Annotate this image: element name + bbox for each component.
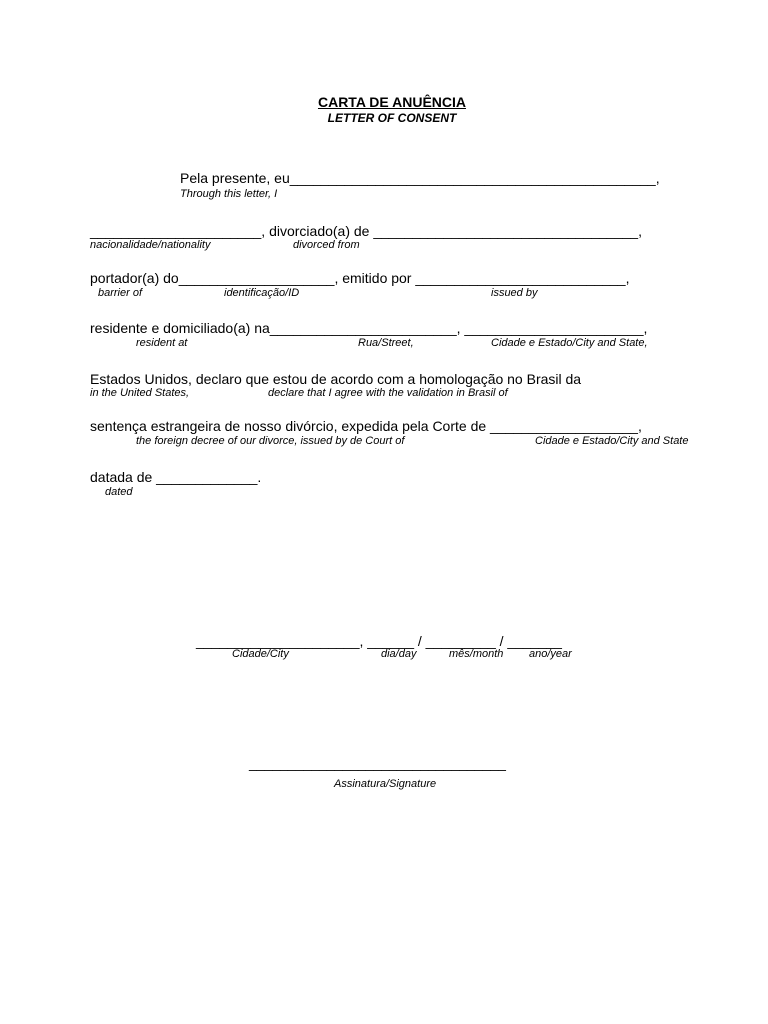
- bearer-label: barrier of: [98, 287, 143, 299]
- year-label: ano/year: [529, 648, 572, 660]
- city-state-label: Cidade e Estado/City and State,: [491, 337, 648, 349]
- day-label: dia/day: [381, 648, 417, 660]
- consent-line-3: portador(a) do____________________, emitido por ___________________________,: [90, 270, 630, 286]
- street-label: Rua/Street,: [358, 337, 414, 349]
- document-title: CARTA DE ANUÊNCIA: [317, 94, 467, 110]
- foreign-decree-label: the foreign decree of our divorce, issued by de Court of: [136, 435, 405, 447]
- month-label: mês/month: [449, 648, 504, 660]
- dated-label: dated: [105, 486, 133, 498]
- city-label: Cidade/City: [232, 648, 289, 660]
- date-place-line: _____________________, ______ / _________ / _______: [196, 633, 562, 649]
- issued-by-label: issued by: [491, 287, 538, 299]
- divorced-from-label: divorced from: [293, 239, 360, 251]
- nationality-label: nacionalidade/nationality: [90, 239, 211, 251]
- document-subtitle: LETTER OF CONSENT: [327, 111, 457, 125]
- signature-label: Assinatura/Signature: [334, 778, 437, 790]
- consent-line-7: datada de _____________.: [90, 469, 262, 485]
- consent-line-2: ______________________, divorciado(a) de __________________________________,: [90, 223, 642, 239]
- court-city-state-label: Cidade e Estado/City and State: [535, 435, 689, 447]
- id-label: identificação/ID: [224, 287, 300, 299]
- agreement-label: declare that I agree with the validation in Brasil of: [268, 387, 508, 399]
- united-states-label: in the United States,: [90, 387, 190, 399]
- consent-line-6: sentença estrangeira de nosso divórcio, expedida pela Corte de ___________________,: [90, 418, 642, 434]
- resident-at-label: resident at: [136, 337, 188, 349]
- consent-line-1-translation: Through this letter, I: [180, 188, 278, 200]
- signature-line: _________________________________: [249, 755, 506, 771]
- consent-line-1: Pela presente, eu_______________________________________________,: [180, 170, 660, 186]
- consent-line-4: residente e domiciliado(a) na________________________, _______________________,: [90, 320, 648, 336]
- consent-line-5: Estados Unidos, declaro que estou de acordo com a homologação no Brasil da: [90, 371, 582, 387]
